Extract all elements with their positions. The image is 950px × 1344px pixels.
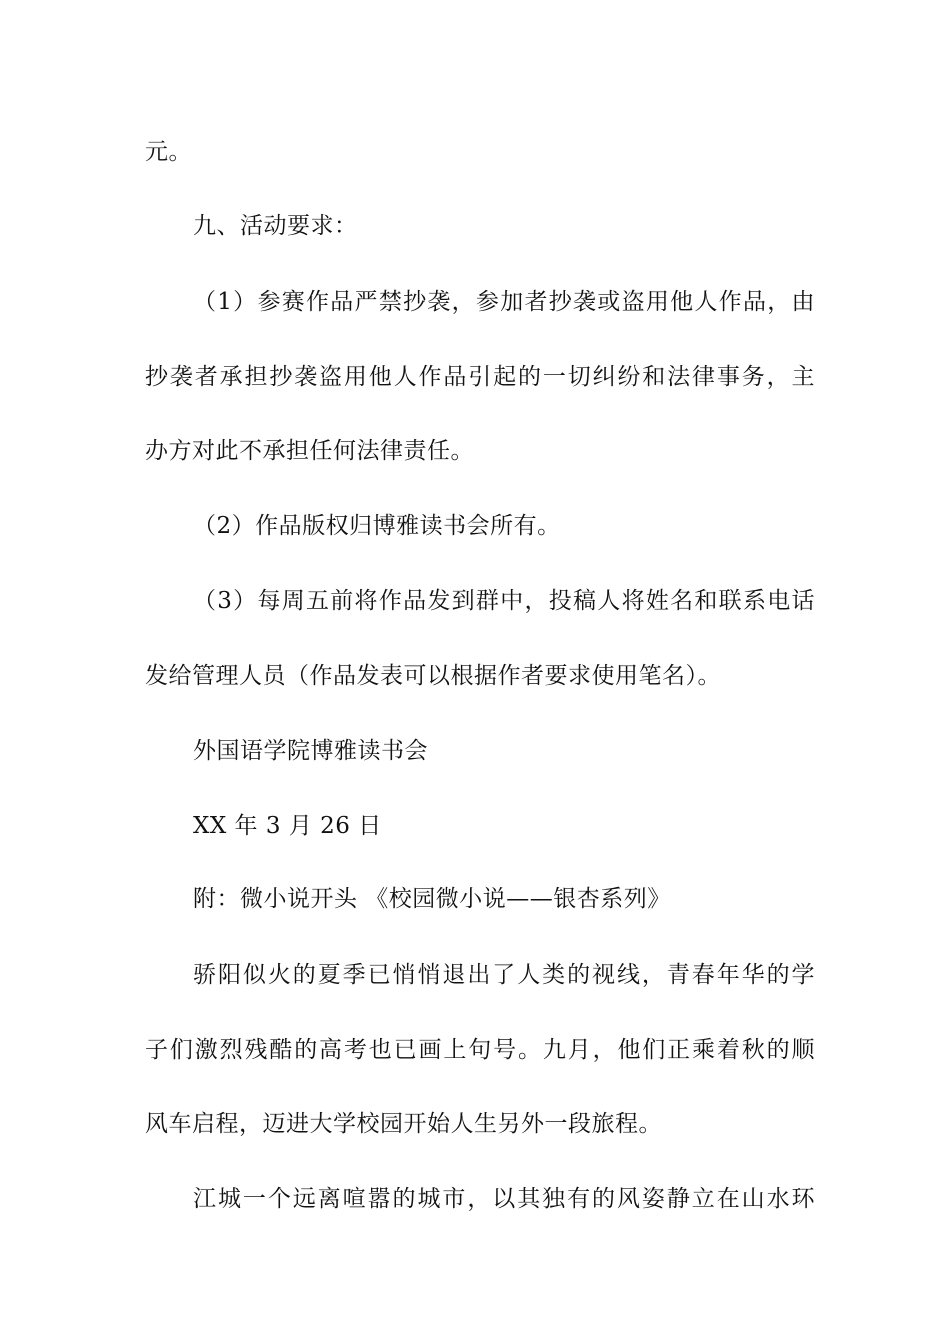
text-line: 风车启程，迈进大学校园开始人生另外一段旅程。: [145, 1111, 662, 1137]
text-line: （2）作品版权归博雅读书会所有。: [193, 513, 561, 539]
text-line: 子们激烈残酷的高考也已画上句号。九月，他们正乘着秋的顺: [145, 1037, 815, 1063]
text-line: 办方对此不承担任何法律责任。: [145, 438, 474, 464]
text-line: 发给管理人员（作品发表可以根据作者要求使用笔名）。: [145, 663, 721, 689]
appendix-title: 附：微小说开头 《校园微小说——银杏系列》: [193, 886, 671, 912]
text-line: 抄袭者承担抄袭盗用他人作品引起的一切纠纷和法律事务，主: [145, 364, 815, 390]
text-line: 元。: [145, 139, 192, 165]
signature-date: XX 年 3 月 26 日: [193, 813, 382, 839]
text-line: 江城一个远离喧嚣的城市，以其独有的风姿静立在山水环: [193, 1186, 815, 1212]
signature-org: 外国语学院博雅读书会: [193, 738, 428, 764]
text-line: （1）参赛作品严禁抄袭，参加者抄袭或盗用他人作品，由: [193, 289, 815, 315]
text-line: 骄阳似火的夏季已悄悄退出了人类的视线，青春年华的学: [193, 962, 815, 988]
section-heading: 九、活动要求：: [193, 213, 358, 239]
text-line: （3）每周五前将作品发到群中，投稿人将姓名和联系电话: [193, 588, 815, 614]
